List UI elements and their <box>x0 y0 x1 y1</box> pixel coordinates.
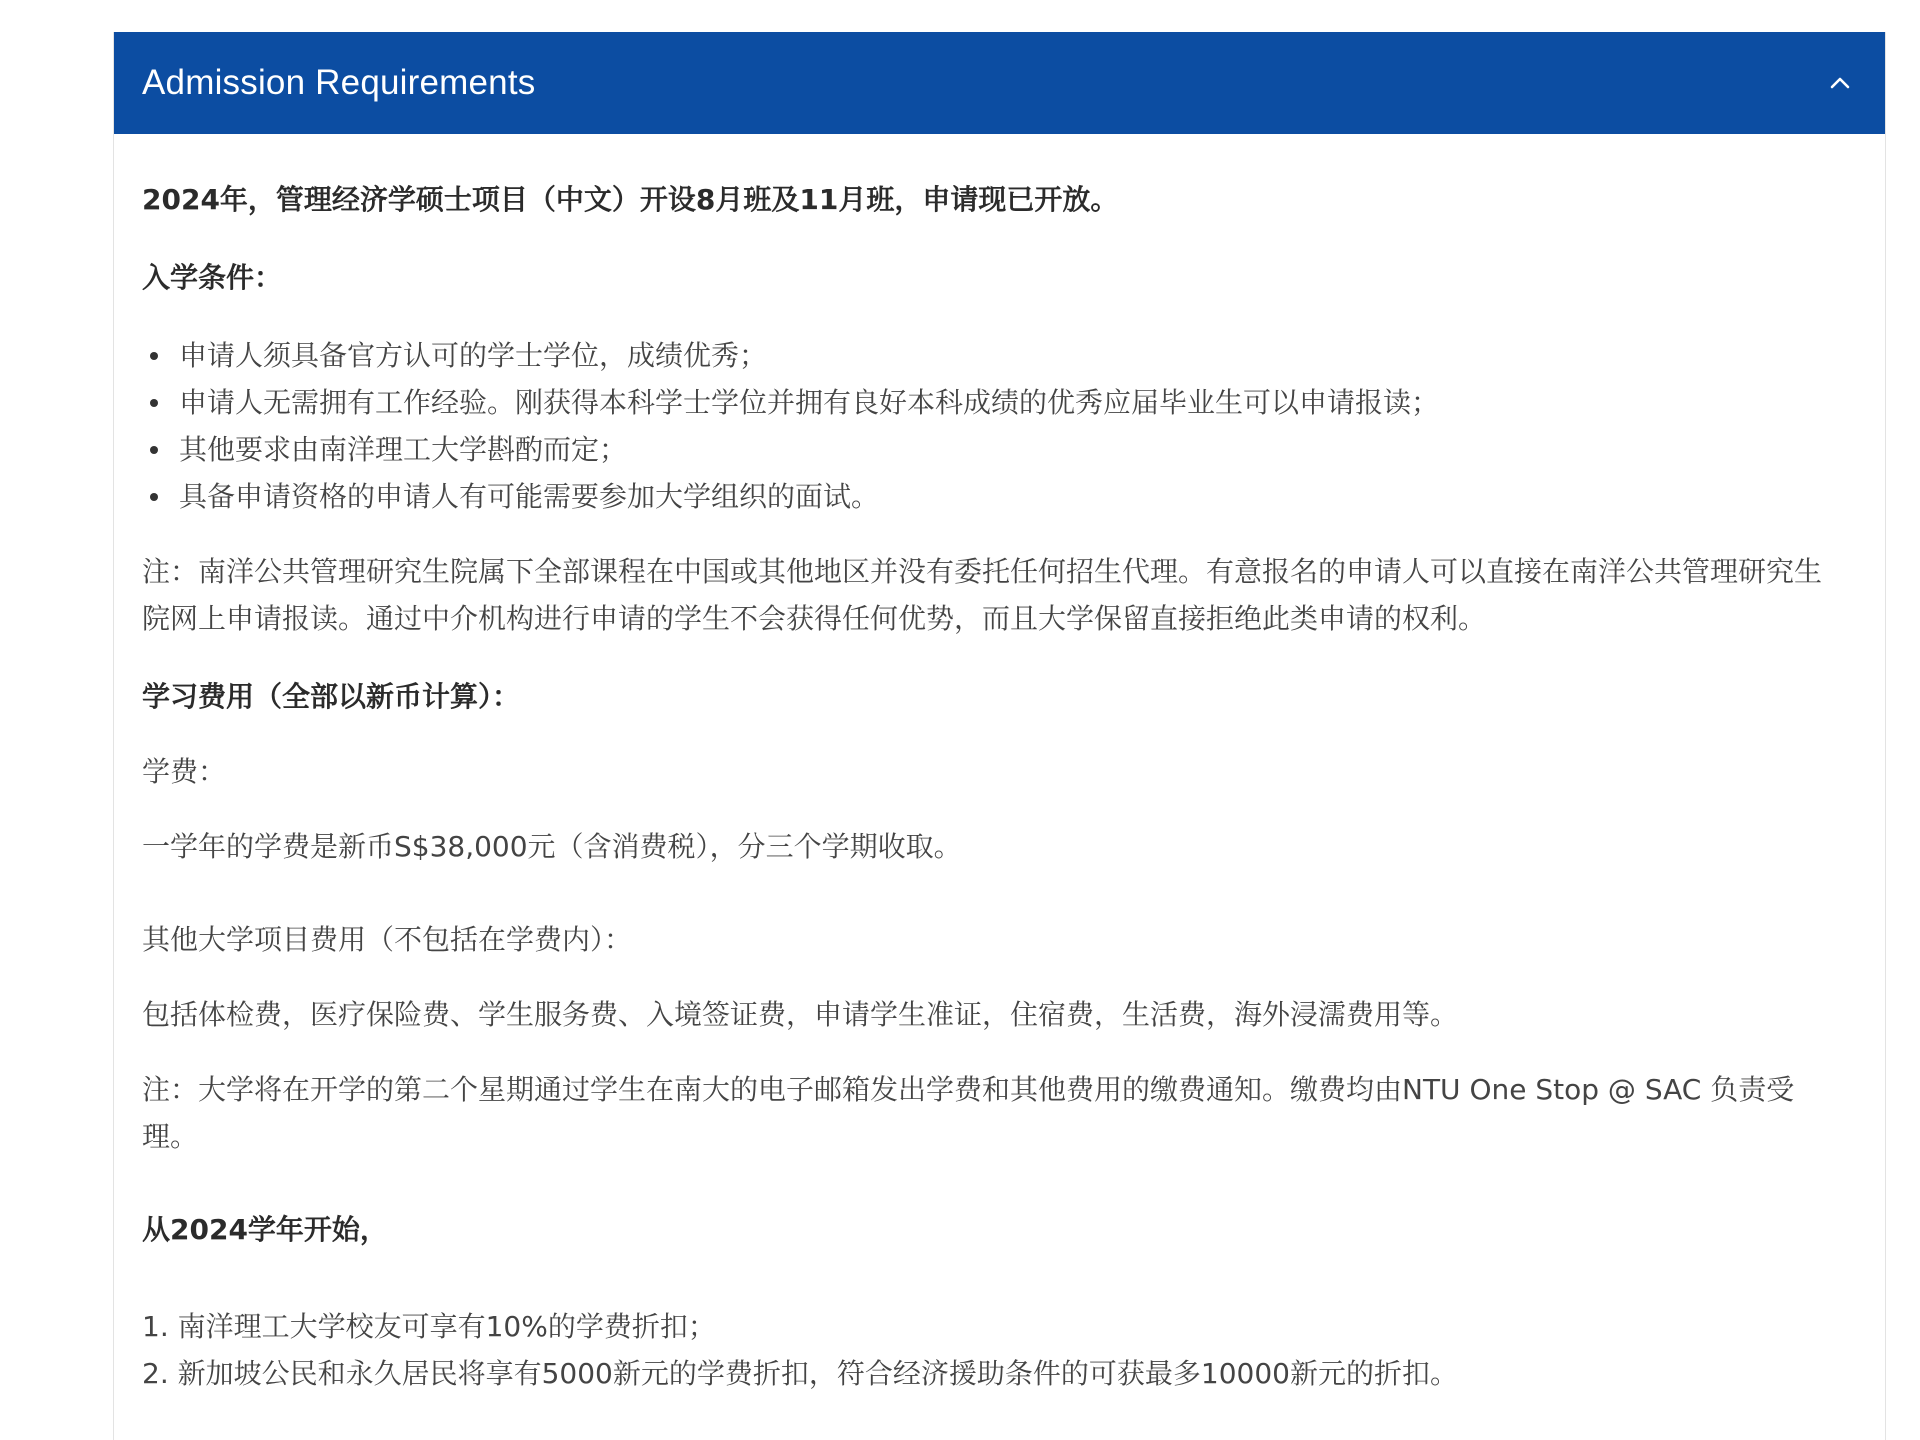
fees-heading: 学习费用（全部以新币计算）： <box>142 680 521 713</box>
tuition-label: 学费： <box>142 755 227 788</box>
list-item: 具备申请资格的申请人有可能需要参加大学组织的面试。 <box>179 473 1849 520</box>
tuition-text: 一学年的学费是新币S$38,000元（含消费税），分三个学期收取。 <box>142 830 962 863</box>
admission-requirements-accordion <box>113 32 1886 1440</box>
list-item: 申请人须具备官方认可的学士学位，成绩优秀； <box>179 332 1849 379</box>
chevron-up-icon[interactable] <box>1823 66 1857 100</box>
intro-text: 2024年，管理经济学硕士项目（中文）开设8月班及11月班，申请现已开放。 <box>142 183 1119 216</box>
other-fees-label: 其他大学项目费用（不包括在学费内）： <box>142 923 633 956</box>
accordion-body <box>114 176 1885 1397</box>
discount-heading: 从2024学年开始， <box>142 1213 388 1246</box>
list-item: 其他要求由南洋理工大学斟酌而定； <box>179 426 1849 473</box>
requirements-list <box>142 332 1849 520</box>
discount-list <box>142 1303 1849 1397</box>
other-fees-text: 包括体检费，医疗保险费、学生服务费、入境签证费，申请学生准证，住宿费，生活费，海外浸濡费用等。 <box>142 998 1459 1031</box>
payment-note: 注：大学将在开学的第二个星期通过学生在南大的电子邮箱发出学费和其他费用的缴费通知。缴费均由NTU One Stop @ SAC 负责受理。 <box>142 1073 1795 1153</box>
accordion-header[interactable] <box>114 32 1885 134</box>
list-item: 1. 南洋理工大学校友可享有10%的学费折扣； <box>142 1310 716 1343</box>
agent-note: 注：南洋公共管理研究生院属下全部课程在中国或其他地区并没有委托任何招生代理。有意报名的申请人可以直接在南洋公共管理研究生院网上申请报读。通过中介机构进行申请的学生不会获得任何优势，而且大学保留直接拒绝此类申请的权利。 <box>142 555 1823 635</box>
accordion-title: Admission Requirements <box>142 63 536 102</box>
list-item: 申请人无需拥有工作经验。刚获得本科学士学位并拥有良好本科成绩的优秀应届毕业生可以申请报读； <box>179 379 1849 426</box>
list-item: 2. 新加坡公民和永久居民将享有5000新元的学费折扣，符合经济援助条件的可获最多10000新元的折扣。 <box>142 1357 1458 1390</box>
requirements-heading: 入学条件： <box>142 261 283 294</box>
